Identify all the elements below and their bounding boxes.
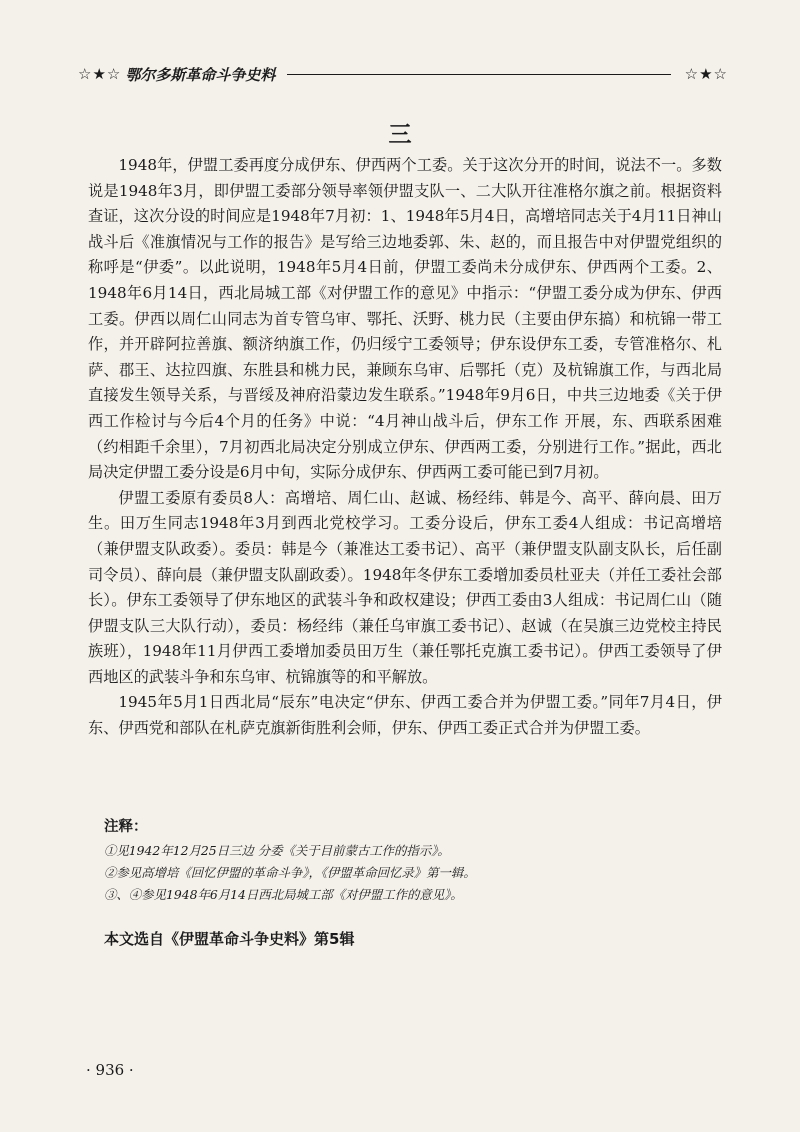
- note-item: ②参见高增培《回忆伊盟的革命斗争》，《伊盟革命回忆录》第一辑。: [104, 865, 476, 880]
- header-stars-left: ☆★☆: [78, 65, 122, 83]
- header-title: 鄂尔多斯革命斗争史料: [125, 65, 276, 84]
- note-item: ③、④参见1948年6月14日西北局城工部《对伊盟工作的意见》。: [104, 887, 463, 902]
- note-item: ①见1942年12月25日三边 分委《关于目前蒙古工作的指示》。: [104, 843, 450, 858]
- paragraph: 伊盟工委原有委员8人：高增培、周仁山、赵诚、杨经纬、韩是今、高平、薛向晨、田万生。田万生同志1948年3月到西北党校学习。工委分设后，伊东工委4人组成：书记高增培（兼伊盟支队政委）。委员：韩是今（兼准达工委书记）、高平（兼伊盟支队副支队长，后任副司令员）、薛向晨（兼伊盟支队副政委）。1948年冬伊东工委增加委员杜亚夫（并任工委社会部长）。伊东工委领导了伊东地区的武装斗争和政权建设；伊西工委由3人组成：书记周仁山（随伊盟支队三大队行动），委员：杨经纬（兼任乌审旗工委书记）、赵诚（在吴旗三边党校主持民族班），1948年11月伊西工委增加委员田万生（兼任鄂托克旗工委书记）。伊西工委领导了伊西地区的武装斗争和东乌审、杭锦旗等的和平解放。: [88, 488, 722, 686]
- running-header: [78, 62, 728, 86]
- body-text: [88, 153, 722, 742]
- paragraph: 1945年5月1日西北局“辰东”电决定“伊东、伊西工委合并为伊盟工委。”同年7月4日，伊东、伊西党和部队在札萨克旗新街胜利会师，伊东、伊西工委正式合并为伊盟工委。: [88, 693, 722, 738]
- notes-heading: 注释：: [104, 819, 148, 835]
- header-rule: [287, 74, 670, 75]
- paragraph: 1948年，伊盟工委再度分成伊东、伊西两个工委。关于这次分开的时间，说法不一。多数说是1948年3月，即伊盟工委部分领导率领伊盟支队一、二大队开往准格尔旗之前。根据资料查证，这次分设的时间应是1948年7月初：1、1948年5月4日，高增培同志关于4月11日神山战斗后《准旗情况与工作的报告》是写给三边地委郭、朱、赵的，而且报告中对伊盟党组织的称呼是“伊委”。以此说明，1948年5月4日前，伊盟工委尚未分成伊东、伊西两个工委。2、1948年6月14日，西北局城工部《对伊盟工作的意见》中指示：“伊盟工委分成为伊东、伊西工委。伊西以周仁山同志为首专管乌审、鄂托、沃野、桃力民（主要由伊东搞）和杭锦一带工作，并开辟阿拉善旗、额济纳旗工作，仍归绥宁工委领导；伊东设伊东工委，专管准格尔、札萨、郡王、达拉四旗、东胜县和桃力民，兼顾东乌审、后鄂托（克）及杭锦旗工作，与西北局直接发生领导关系，与晋绥及神府沿蒙边发生联系。”1948年9月6日，中共三边地委《关于伊西工作检讨与今后4个月的任务》中说：“4月神山战斗后，伊东工作 开展，东、西联系困难（约相距千余里），7月初西北局决定分别成立伊东、伊西两工委，分别进行工作。”据此，西北局决定伊盟工委分设是6月中旬，实际分成伊东、伊西两工委可能已到7月初。: [88, 156, 722, 482]
- header-stars-right: ☆★☆: [684, 65, 728, 83]
- notes-section: [104, 815, 724, 906]
- source-line: 本文选自《伊盟革命斗争史料》第5辑: [104, 930, 355, 948]
- section-number: 三: [388, 121, 412, 148]
- page-number: · 936 ·: [86, 1061, 134, 1079]
